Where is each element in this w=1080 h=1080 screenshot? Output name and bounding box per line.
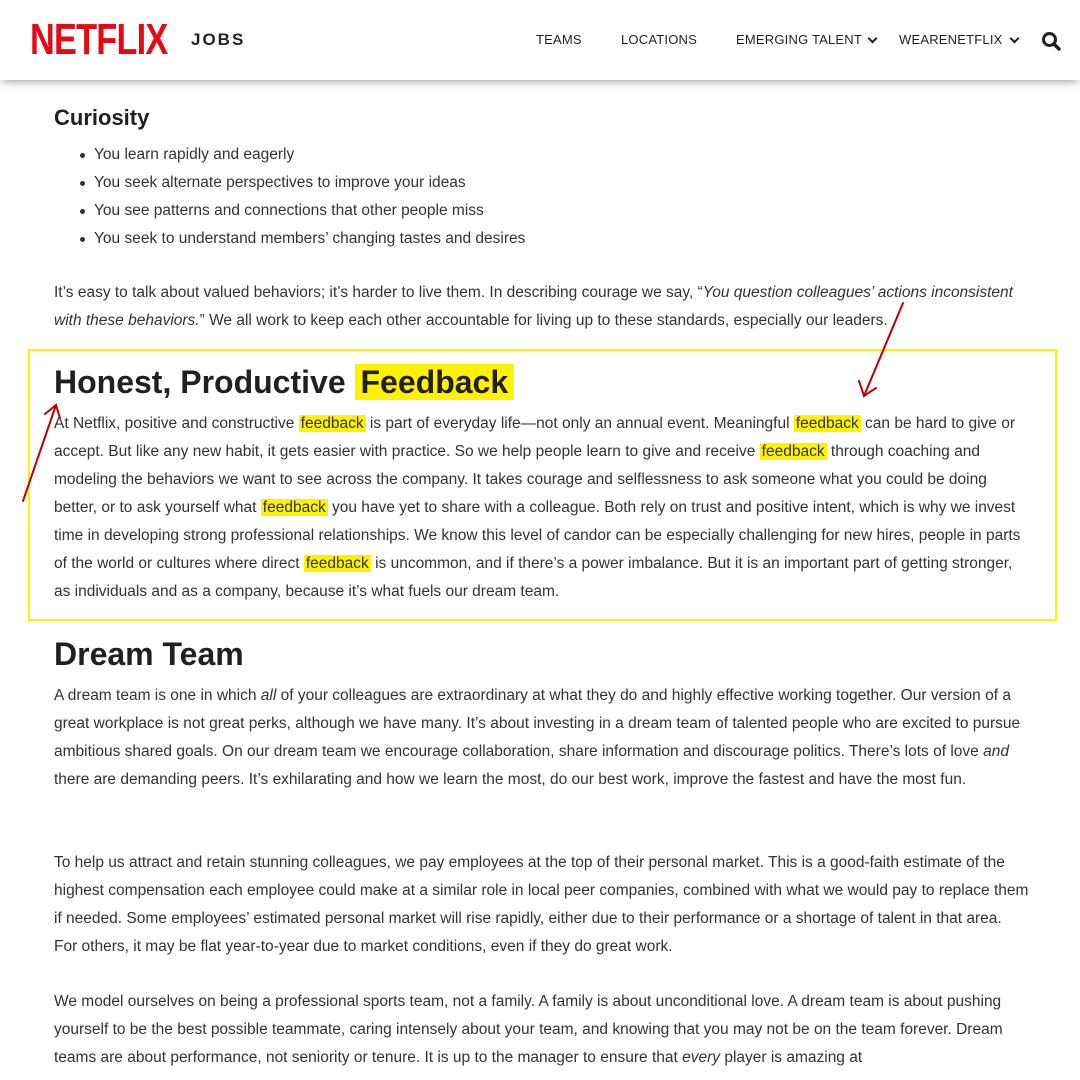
nav-emerging-talent[interactable]: EMERGING TALENT (736, 32, 863, 47)
chevron-down-icon[interactable] (1010, 34, 1020, 44)
text: A dream team is one in which (54, 687, 261, 704)
jobs-label[interactable]: JOBS (191, 30, 246, 49)
list-item: You seek alternate perspectives to improve your ideas (80, 172, 525, 200)
text: is uncommon, and if there’s a power imbalance. But it is an important part of getting stronger, as individuals and as a company, because it’s what fuels our dream team. (54, 555, 1013, 600)
list-item: You see patterns and connections that other people miss (80, 200, 525, 228)
courage-quote: You question colleagues’ actions inconsistent with these behaviors. (54, 284, 1013, 329)
text: of your colleagues are extraordinary at what they do and highly effective working together. Our version of a great workplace is not great perks, although we have many. It’s about investing in a dream team of talented people who are excited to pursue ambitious shared goals. On our dream team we encourage collaboration, share information and discourage politics. There’s lots of love (54, 687, 1021, 760)
nav-teams[interactable]: TEAMS (536, 32, 582, 47)
curiosity-list (80, 144, 525, 256)
text: there are demanding peers. It’s exhilarating and how we learn the most, do our best work, improve the fastest and have the most fun. (54, 771, 967, 788)
nav-wearenetflix[interactable]: WEARENETFLIX (899, 32, 1003, 47)
valued-behaviors-paragraph (54, 279, 1029, 335)
highlighted-keyword: Feedback (355, 364, 515, 400)
highlighted-keyword: feedback (305, 555, 369, 572)
text: through coaching and modeling the behaviors we want to see across the company. It takes courage and selflessness to ask someone what you could be doing better, or to ask yourself what (54, 443, 987, 516)
emphasis: every (682, 1049, 721, 1066)
main-nav (0, 32, 1080, 52)
dream-team-paragraph-1 (54, 682, 1029, 794)
text: is part of everyday life—not only an annual event. Meaningful (365, 415, 794, 432)
dream-team-paragraph-2: To help us attract and retain stunning colleagues, we pay employees at the top of their personal market. This is a good-faith estimate of the highest compensation each employee could make at a similar role in local peer companies, combined with what we would pay to replace them if needed. Some employees’ estimated personal market will rise rapidly, either due to their performance or a shortage of talent in that area. For others, it may be flat year-to-year due to market conditions, even if they do great work. (54, 854, 1029, 955)
feedback-paragraph (54, 410, 1029, 606)
emphasis: all (260, 687, 277, 704)
dream-team-paragraph-3 (54, 988, 1029, 1072)
highlighted-keyword: feedback (300, 415, 364, 432)
text: player is amazing at (720, 1049, 863, 1066)
list-item: You learn rapidly and eagerly (80, 144, 525, 172)
highlighted-keyword: feedback (761, 443, 825, 460)
nav-locations[interactable]: LOCATIONS (621, 32, 697, 47)
feedback-heading (54, 364, 514, 401)
netflix-logo[interactable]: NETFLIX (30, 15, 168, 64)
chevron-down-icon[interactable] (868, 34, 878, 44)
search-icon[interactable] (1041, 31, 1061, 51)
dream-team-heading: Dream Team (54, 636, 244, 672)
text: you have yet to share with a colleague. Both rely on trust and positive intent, which is why we invest time in developing strong professional relationships. We know this level of candor can be especially challenging for new hires, people in parts of the world or cultures where direct (54, 499, 1021, 572)
site-header (0, 0, 1080, 80)
emphasis: and (983, 743, 1009, 760)
text: ” We all work to keep each other accountable for living up to these standards, especially our leaders. (199, 312, 888, 329)
text: We model ourselves on being a professional sports team, not a family. A family is about unconditional love. A dream team is about pushing yourself to be the best possible teammate, caring intensely about your team, and knowing that you may not be on the team forever. Dream teams are about performance, not seniority or tenure. It is up to the manager to ensure that (54, 993, 1003, 1066)
curiosity-heading: Curiosity (54, 105, 150, 130)
highlighted-keyword: feedback (262, 499, 326, 516)
text: can be hard to give or accept. But like any new habit, it gets easier with practice. So we help people learn to give and receive (54, 415, 1015, 460)
highlighted-keyword: feedback (795, 415, 859, 432)
text: At Netflix, positive and constructive (54, 415, 299, 432)
heading-text: Honest, Productive (54, 364, 346, 400)
text: It’s easy to talk about valued behaviors; it’s harder to live them. In describing courage we say, “ (54, 284, 703, 301)
list-item: You seek to understand members’ changing tastes and desires (80, 228, 525, 256)
